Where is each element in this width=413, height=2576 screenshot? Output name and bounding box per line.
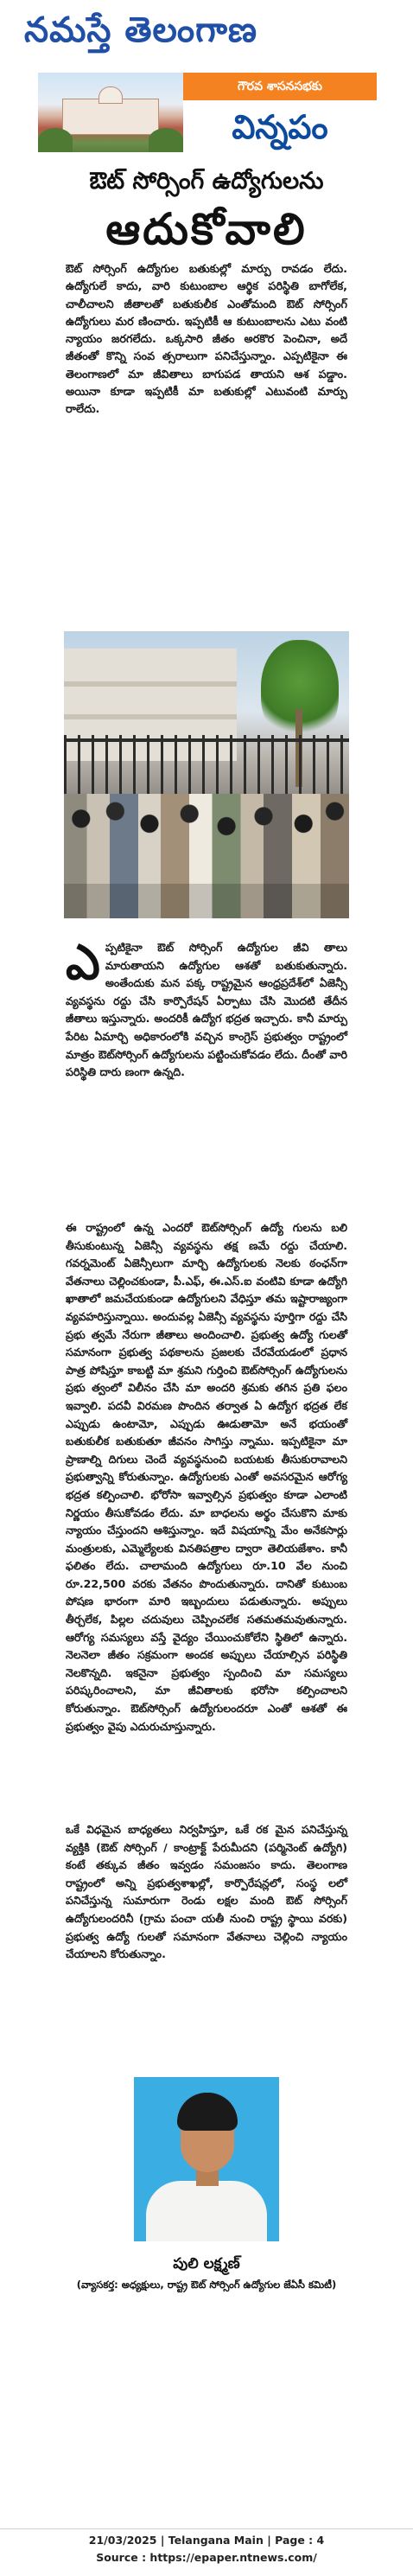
- tree-shape: [38, 128, 73, 152]
- banner-label-block: [183, 73, 377, 152]
- author-portrait: [134, 2077, 279, 2241]
- hair-shape: [177, 2093, 238, 2131]
- shirt-shape: [146, 2181, 267, 2241]
- intro-paragraph: ఔట్ సోర్సింగ్ ఉద్యోగుల బతుకుల్లో మార్పు రావడం లేదు. ఉద్యోగులే కాదు, వారి కుటుంబాల ఆర్థిక పరిస్థితి బాగోలేక, చాలీచాలని జీతాలతో బతుకులీక ఎంతోమంది ఔట్ సోర్సింగ్ ఉద్యోగులు మర ణించారు. ఇప్పటికీ ఆ కుటుంబాలను ఎటు వంటి న్యాయం జరగలేదు. ఒక్కసారి జీతం అరకొర పెంచినా, అదే జీతంతో కొన్ని సంవ త్సరాలుగా పనిచేస్తున్నాం. ఎప్పటికైనా ఈ తెలంగాణలో మా జీవితాలు బాగుపడ తాయని ఆశ పడ్డాం. అయినా కూడా ఇప్పటికీ మా బతుకుల్లో ఎటువంటి మార్పు రాలేదు.: [66, 263, 347, 417]
- tree-shape: [149, 128, 183, 152]
- article-paragraph-1: [66, 935, 347, 1082]
- article-paragraph-2: ఈ రాష్ట్రంలో ఉన్న ఎందరో ఔట్‌సోర్సింగ్ ఉద్యో గులను బలి తీసుకుంటున్న ఏజెన్సీ వ్యవస్థను తక్ష ణమే రద్దు చేయాలి. గవర్నమెంట్ ఏజెన్సీలుగా మార్చి ఉద్యోగులకు నెలకు ఠంఛన్‌గా వేతనాలు చెల్లించకుండా, పీ.ఎఫ్, ఈ.ఎస్.ఐ వంటివి కూడా ఉద్యోగి ఖాతాలో జమచేయకుండా ఉద్యోగులని వేధిస్తూ తమ ఇష్టారాజ్యంగా వ్యవహరిస్తున్నాయి. అందువల్ల ఏజెన్సీ వ్యవస్థను పూర్తిగా రద్దు చేసి ప్రభు త్వమే నేరుగా జీతాలు అందించాలి. ప్రభుత్వ ఉద్యో గులతో సమానంగా ప్రభుత్వ పథకాలను ప్రజలకు చేరవేయడంలో ప్రధాన పాత్ర పోషిస్తూ కాబట్టి మా శ్రమని గుర్తించి ఔట్‌సోర్సింగ్ ఉద్యోగులను ప్రభు త్వంలో విలీనం చేసి మా అందరి శ్రమకు తగిన ప్రతి ఫలం ఇవ్వాలి. పదవీ విరమణ పొందిన తర్వాత ఏ ఉద్యోగ భద్రత లేక ఎప్పుడు ఉంటామో, ఎప్పుడు ఊడుతామో అనే భయంతో బతుకులీక బతుకుతూ జీవనం సాగిస్తు న్నాము. ఇప్పటికైనా మా ప్రాణాల్ని దిగులు చెందే వ్యవస్థనుంచి బయటకు తీసుకురావాలని ప్రభుత్వాన్ని కోరుతున్నాం. ఉద్యోగులకు ఎంతో అవసరమైన ఆరోగ్య భద్రత కల్పించాలి. భోరోసా ఇవ్వాల్సిన ప్రభుత్వం కూడా ఎలాంటి నిర్ణయం తీసుకోవడం లేదు. మా బాధలను అర్థం చేసుకొని మాకు న్యాయం చేస్తుందని ఆశిస్తున్నాం. ఇదే విషయాన్ని మేం అనేకసార్లు మంత్రులకు, ఎమ్మెల్యేలకు వినతిపత్రాల ద్వారా తెలియజేశాం. కానీ ఫలితం లేదు. చాలామంది ఉద్యోగులు రూ.10 వేల నుంచి రూ.22,500 వరకు వేతనం పొందుతున్నారు. దానితో కుటుంబ పోషణ భారంగా మారి ఇబ్బందులు పడుతున్నారు. అప్పులు తీర్చలేక, పిల్లల చదువులు చెప్పించలేక సతమతమవుతున్నారు. ఆరోగ్య సమస్యలు వస్తే వైద్యం చేయించుకోలేని స్థితిలో ఉన్నారు. నెలనెలా జీతం సక్రమంగా అందక అప్పులు చేయాల్సిన పరిస్థితి నెలకొన్నది. ఇకనైనా ప్రభుత్వం స్పందించి మా సమస్యలు పరిష్కరించాలని, మా జీవితాలకు భరోసా కల్పించాలని కోరుతున్నాం. ఔట్‌సోర్సింగ్ ఉద్యోగులందరూ ఎంతో ఆశతో ఈ ప్రభుత్వం వైపు ఎదురుచూస్తున్నారు.: [66, 1221, 347, 1733]
- headline-line-2: ఆదుకోవాలి: [105, 204, 308, 254]
- dome-shape: [98, 86, 123, 104]
- gate-rail: [64, 738, 349, 742]
- author-name: పులి లక్ష్మణ్: [173, 2255, 240, 2272]
- photo-shadow: [64, 884, 349, 918]
- building-band: [64, 714, 237, 719]
- newspaper-title: నమస్తే తెలంగాణ: [24, 10, 258, 50]
- assembly-building-photo: [38, 73, 183, 152]
- section-banner: [38, 73, 377, 152]
- masthead: [9, 3, 404, 64]
- footer-edition-info: 21/03/2025 | Telangana Main | Page : 4: [88, 2534, 325, 2547]
- paragraph-text: ప్పటికైనా ఔట్ సోర్సింగ్ ఉద్యోగుల జీవి తాలు మారుతాయని ఉద్యోగుల ఆశతో బతుకుతున్నారు. అంతేందుకు మన పక్క రాష్ట్రమైన ఆంధ్రప్రదేశ్‌లో ఏజెన్సీ వ్యవస్థను రద్దు చేసి కార్పొరేషన్ ఏర్పాటు చేసి మొదటి తేదీన జీతాలు ఇస్తున్నారు. అందరికీ ఉద్యోగ భద్రత ఇచ్చారు. కానీ మార్పు పేరిట ఏమార్చి అధికారంలోకి వచ్చిన కాంగ్రెస్ ప్రభుత్వం రాష్ట్రంలో మాత్రం ఔట్‌సోర్సింగ్ ఉద్యోగులను పట్టించుకోవడం లేదు. దీంతో వారి పరిస్థితి దారు ణంగా ఉన్నది.: [66, 941, 347, 1079]
- building-band: [64, 681, 237, 687]
- author-title: (వ్యాసకర్త: అధ్యక్షులు, రాష్ట్ర ఔట్ సోర్సింగ్ ఉద్యోగుల జేఏసీ కమిటీ): [76, 2279, 337, 2291]
- footer-divider: [0, 2528, 413, 2529]
- building-shape: [62, 99, 159, 135]
- banner-top-label: గౌరవ శాసనసభకు: [183, 73, 377, 100]
- headline-line-1: ఔట్ సోర్సింగ్ ఉద్యోగులను: [89, 168, 324, 195]
- article-paragraph-3: ఒకే విధమైన బాధ్యతలు నిర్వహిస్తూ, ఒకే రక మైన పనిచేస్తున్న వ్యక్తికి (ఔట్ సోర్సింగ్ / కాంట్రాక్ట్ పేరుమీదని (పర్మినెంట్ ఉద్యోగి) కంటే తక్కువ జీతం ఇవ్వడం సమంజసం కాదు. తెలంగాణ రాష్ట్రంలో అన్ని ప్రభుత్వశాఖల్లో, కార్పొరేషన్లలో, సంస్థ లలో పనిచేస్తున్న సుమారుగా రెండు లక్షల మంది ఔట్ సోర్సింగ్ ఉద్యోగులందరినీ (గ్రామ పంచా యతీ నుంచి రాష్ట్ర స్థాయి వరకు) ప్రభుత్వ ఉద్యో గులతో సమానంగా వేతనాలు చెల్లించి న్యాయం చేయాలని కోరుతున్నాం.: [66, 1823, 347, 1961]
- banner-main-label: విన్నపం: [232, 108, 328, 146]
- drop-cap: ఎ: [66, 935, 100, 991]
- footer-source: Source : https://epaper.ntnews.com/: [96, 2551, 317, 2564]
- protest-photo: [64, 631, 349, 918]
